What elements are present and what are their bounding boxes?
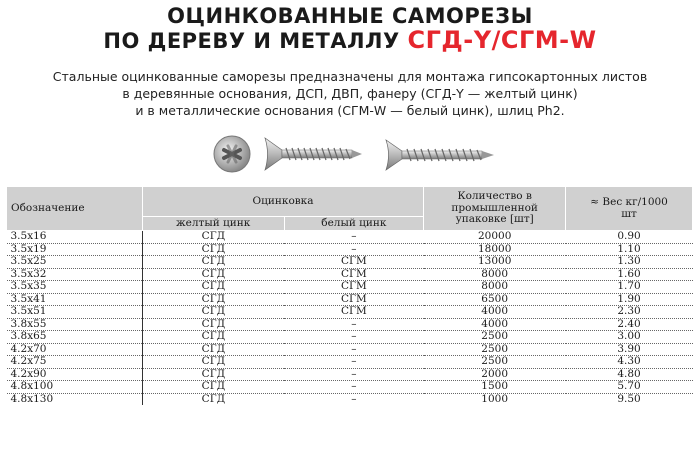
cell-white-zinc: СГМ (284, 293, 424, 306)
cell-quantity: 18000 (424, 243, 566, 256)
cell-designation: 4.8x130 (7, 393, 143, 405)
header-yellow-zinc: желтый цинк (142, 217, 284, 231)
cell-yellow-zinc: СГД (142, 368, 284, 381)
header-designation: Обозначение (7, 187, 143, 231)
cell-yellow-zinc: СГД (142, 306, 284, 319)
screw-side-view-icon-2 (386, 140, 494, 170)
cell-designation: 3.5x16 (7, 231, 143, 244)
table-row (7, 368, 693, 381)
cell-white-zinc: – (284, 393, 424, 405)
description (0, 68, 700, 119)
cell-weight: 3.90 (566, 343, 693, 356)
cell-quantity: 8000 (424, 268, 566, 281)
page-title-line1: ОЦИНКОВАННЫЕ САМОРЕЗЫ (167, 4, 533, 28)
screw-side-view-icon (265, 138, 362, 170)
cell-quantity: 2500 (424, 343, 566, 356)
cell-yellow-zinc: СГД (142, 243, 284, 256)
screw-head-icon (214, 136, 250, 172)
cell-quantity: 2500 (424, 356, 566, 369)
description-line2: в деревянные основания, ДСП, ДВП, фанеру (СГД-Y — желтый цинк) (122, 86, 578, 101)
cell-designation: 3.5x41 (7, 293, 143, 306)
table-row (7, 343, 693, 356)
cell-designation: 3.5x25 (7, 256, 143, 269)
table-row (7, 381, 693, 394)
cell-white-zinc: – (284, 243, 424, 256)
table-row (7, 393, 693, 405)
cell-designation: 4.2x70 (7, 343, 143, 356)
cell-yellow-zinc: СГД (142, 231, 284, 244)
cell-yellow-zinc: СГД (142, 268, 284, 281)
cell-quantity: 1500 (424, 381, 566, 394)
cell-white-zinc: – (284, 343, 424, 356)
table-row (7, 281, 693, 294)
table-row (7, 306, 693, 319)
cell-quantity: 8000 (424, 281, 566, 294)
cell-white-zinc: СГМ (284, 306, 424, 319)
cell-weight: 1.90 (566, 293, 693, 306)
cell-white-zinc: – (284, 368, 424, 381)
cell-yellow-zinc: СГД (142, 343, 284, 356)
page-title-line2 (0, 26, 700, 54)
cell-yellow-zinc: СГД (142, 331, 284, 344)
screws-illustration (210, 128, 500, 180)
table-row (7, 268, 693, 281)
cell-yellow-zinc: СГД (142, 293, 284, 306)
cell-designation: 4.8x100 (7, 381, 143, 394)
table-row (7, 256, 693, 269)
table-row (7, 356, 693, 369)
cell-quantity: 20000 (424, 231, 566, 244)
cell-white-zinc: СГМ (284, 281, 424, 294)
table-row (7, 331, 693, 344)
cell-weight: 3.00 (566, 331, 693, 344)
title-prefix: ПО ДЕРЕВУ И МЕТАЛЛУ (103, 29, 400, 53)
header-white-zinc: белый цинк (284, 217, 424, 231)
header-coating: Оцинковка (142, 187, 423, 217)
cell-designation: 3.5x32 (7, 268, 143, 281)
table-row (7, 231, 693, 244)
cell-weight: 1.60 (566, 268, 693, 281)
cell-white-zinc: – (284, 318, 424, 331)
cell-weight: 4.30 (566, 356, 693, 369)
cell-weight: 2.30 (566, 306, 693, 319)
cell-white-zinc: – (284, 331, 424, 344)
cell-quantity: 6500 (424, 293, 566, 306)
cell-white-zinc: – (284, 381, 424, 394)
cell-weight: 0.90 (566, 231, 693, 244)
cell-white-zinc: СГМ (284, 256, 424, 269)
cell-designation: 3.8x55 (7, 318, 143, 331)
cell-designation: 3.5x35 (7, 281, 143, 294)
cell-quantity: 2500 (424, 331, 566, 344)
cell-yellow-zinc: СГД (142, 318, 284, 331)
cell-yellow-zinc: СГД (142, 381, 284, 394)
header-quantity: Количество в промышленной упаковке [шт] (424, 187, 566, 231)
cell-white-zinc: – (284, 356, 424, 369)
cell-designation: 3.5x19 (7, 243, 143, 256)
cell-quantity: 4000 (424, 318, 566, 331)
cell-weight: 2.40 (566, 318, 693, 331)
cell-yellow-zinc: СГД (142, 356, 284, 369)
cell-weight: 9.50 (566, 393, 693, 405)
cell-quantity: 4000 (424, 306, 566, 319)
cell-weight: 5.70 (566, 381, 693, 394)
cell-designation: 4.2x90 (7, 368, 143, 381)
description-line3: и в металлические основания (СГМ-W — белый цинк), шлиц Ph2. (135, 103, 565, 118)
specs-table (6, 186, 693, 405)
cell-weight: 1.30 (566, 256, 693, 269)
cell-designation: 3.5x51 (7, 306, 143, 319)
table-body (7, 231, 693, 406)
table-row (7, 293, 693, 306)
title-accent: СГД-Y/СГМ-W (407, 26, 597, 54)
cell-white-zinc: – (284, 231, 424, 244)
description-line1: Стальные оцинкованные саморезы предназначены для монтажа гипсокартонных листов (52, 69, 648, 84)
cell-weight: 1.10 (566, 243, 693, 256)
header-weight: ≈ Вес кг/1000 шт (566, 187, 693, 231)
cell-quantity: 1000 (424, 393, 566, 405)
cell-white-zinc: СГМ (284, 268, 424, 281)
cell-quantity: 2000 (424, 368, 566, 381)
cell-yellow-zinc: СГД (142, 393, 284, 405)
cell-weight: 4.80 (566, 368, 693, 381)
cell-designation: 3.8x65 (7, 331, 143, 344)
cell-yellow-zinc: СГД (142, 256, 284, 269)
table-row (7, 243, 693, 256)
cell-yellow-zinc: СГД (142, 281, 284, 294)
cell-designation: 4.2x75 (7, 356, 143, 369)
cell-quantity: 13000 (424, 256, 566, 269)
table-row (7, 318, 693, 331)
cell-weight: 1.70 (566, 281, 693, 294)
